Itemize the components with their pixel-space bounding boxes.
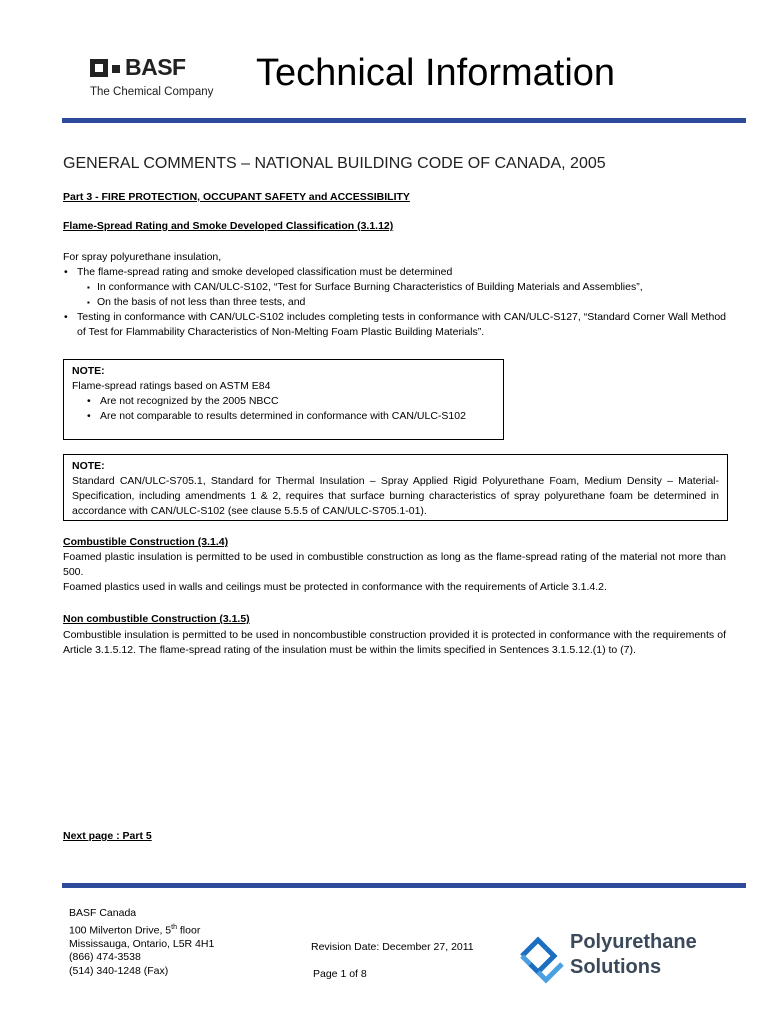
footer-address (69, 907, 214, 978)
combustible-text (63, 550, 726, 595)
street-address: 100 Milverton Drive, 5th floor (69, 923, 201, 936)
polyurethane-solutions-logo (516, 926, 736, 986)
paragraph: Combustible insulation is permitted to be used in noncombustible construction provided it is protected in conformance with the requirements of Article 3.1.5.12. The flame-spread rating of the insulation must be within the limits specified in Sentences 3.1.5.12.(1) to (7). (63, 629, 726, 656)
city-line: Mississauga, Ontario, L5R 4H1 (69, 937, 215, 950)
list-item (63, 265, 726, 280)
note-line: Flame-spread ratings based on ASTM E84 (72, 380, 271, 392)
intro-text: For spray polyurethane insulation, (63, 251, 222, 263)
phone-number: (866) 474-3538 (69, 951, 141, 963)
list-item: • Are not recognized by the 2005 NBCC (86, 394, 495, 409)
note-label: NOTE: (72, 460, 105, 472)
noncombustible-text (63, 628, 726, 658)
polyurethane-logo-icon (516, 926, 566, 986)
flame-spread-heading: Flame-Spread Rating and Smoke Developed Classification (3.1.12) (63, 220, 394, 232)
note-text: Standard CAN/ULC-S705.1, Standard for Thermal Insulation – Spray Applied Rigid Polyurethane Foam, Medium Density – Material-Specification, including amendments 1 & 2, requires that surface burning characteristics of spray polyurethane foam be determined in accordance with CAN/ULC-S102 (see clause 5.5.5 of CAN/ULC-S705.1-01). (72, 475, 719, 517)
paragraph: Foamed plastics used in walls and ceilings must be protected in conformance with the requirements of Article 3.1.4.2. (63, 581, 607, 593)
fax-number: (514) 340-1248 (Fax) (69, 964, 169, 977)
header-rule (62, 118, 746, 123)
requirement-list-2 (63, 310, 726, 340)
part-heading: Part 3 - FIRE PROTECTION, OCCUPANT SAFETY and ACCESSIBILITY (63, 191, 410, 203)
basf-tagline: The Chemical Company (90, 86, 214, 98)
page-number: Page 1 of 8 (313, 968, 367, 980)
note-box-s705 (63, 454, 728, 521)
intro-block (63, 250, 726, 340)
company-name: BASF Canada (69, 907, 137, 919)
next-page-link[interactable]: Next page : Part 5 (63, 830, 152, 842)
list-item: • Are not comparable to results determined in conformance with CAN/ULC-S102 (86, 409, 495, 424)
noncombustible-heading: Non combustible Construction (3.1.5) (63, 613, 250, 625)
document-title: Technical Information (256, 52, 616, 94)
footer-rule (62, 883, 746, 888)
list-item: ▪ In conformance with CAN/ULC-S102, “Test for Surface Burning Characteristics of Building Materials and Assemblies”, (87, 280, 726, 295)
combustible-heading: Combustible Construction (3.1.4) (63, 536, 229, 548)
paragraph: Foamed plastic insulation is permitted to be used in combustible construction as long as the flame-spread rating of the material not more than 500. (63, 551, 726, 578)
basf-logo (90, 54, 214, 101)
sub-list (63, 280, 726, 310)
note-list (72, 394, 495, 424)
section-title: GENERAL COMMENTS – NATIONAL BUILDING CODE OF CANADA, 2005 (63, 155, 606, 172)
basf-logo-word: BASF (125, 54, 186, 80)
note-label: NOTE: (72, 365, 105, 377)
list-item: ▪ On the basis of not less than three tests, and (87, 295, 726, 310)
polyurethane-logo-text: Polyurethane Solutions (570, 931, 697, 978)
revision-date: Revision Date: December 27, 2011 (311, 941, 474, 953)
note-box-astm (63, 359, 504, 440)
requirement-list (63, 265, 726, 280)
list-item: • Testing in conformance with CAN/ULC-S102 includes completing tests in conformance with CAN/ULC-S127, “Standard Corner Wall Method of Test for Flammability Characteristics of Non-Melting Foam Plastic Building Materials”. (63, 310, 726, 340)
list-item-text: The flame-spread rating and smoke developed classification must be determined (77, 266, 453, 278)
